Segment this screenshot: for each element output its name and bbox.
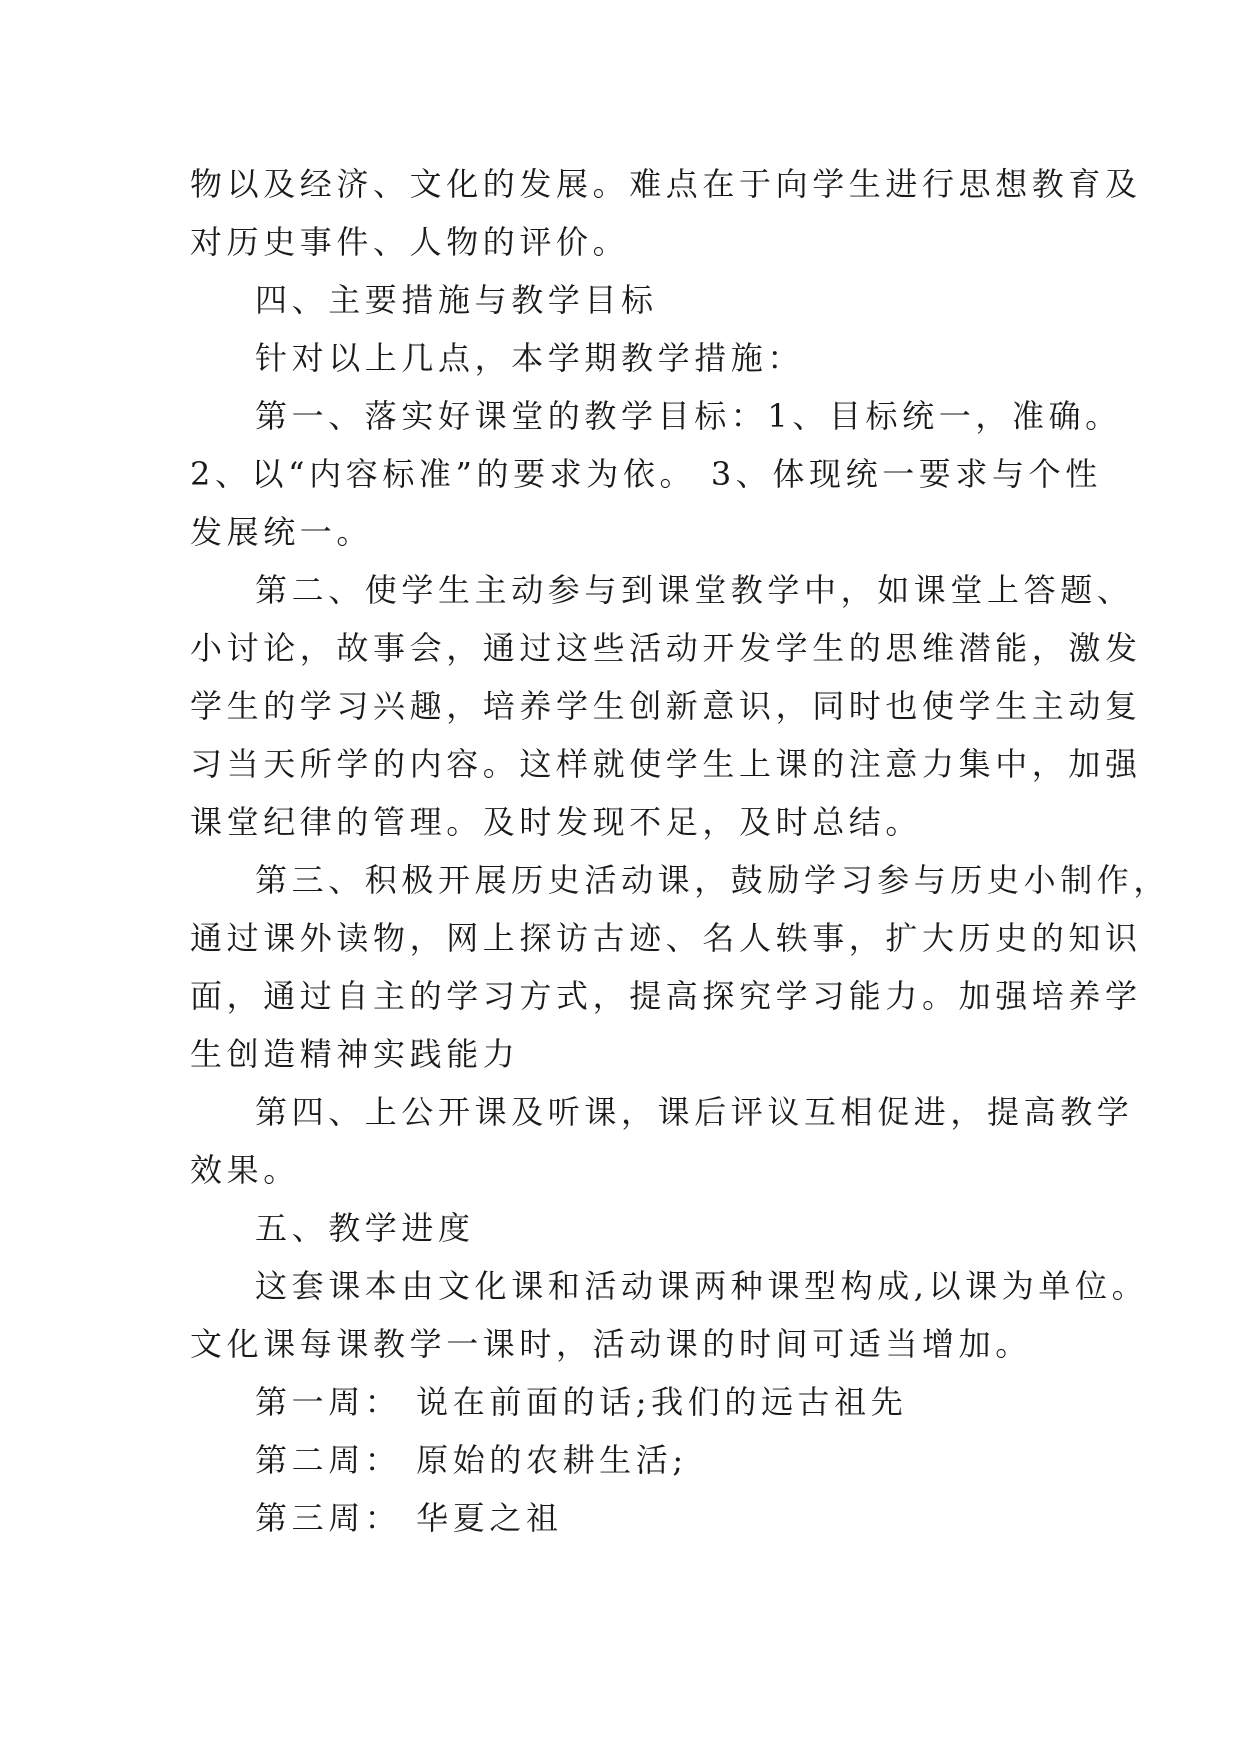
- text-line: 第二、使学生主动参与到课堂教学中，如课堂上答题、: [255, 571, 1134, 609]
- text-line: 对历史事件、人物的评价。: [190, 223, 630, 261]
- text-line: 效果。: [190, 1151, 300, 1189]
- text-line: 生创造精神实践能力: [190, 1035, 520, 1073]
- text-line: 针对以上几点，本学期教学措施：: [255, 339, 805, 377]
- text-line: 课堂纪律的管理。及时发现不足，及时总结。: [190, 803, 923, 841]
- text-line: 小讨论，故事会，通过这些活动开发学生的思维潜能，激发: [190, 629, 1142, 667]
- text-line: 第一、落实好课堂的教学目标：1、目标统一，准确。: [255, 397, 1122, 435]
- schedule-item: 第二周： 原始的农耕生活;: [255, 1441, 688, 1479]
- section-heading: 四、主要措施与教学目标: [255, 281, 658, 319]
- text-line: 这套课本由文化课和活动课两种课型构成,以课为单位。: [255, 1267, 1149, 1305]
- text-line: 2、以“内容标准”的要求为依。 3、体现统一要求与个性: [190, 455, 1102, 493]
- text-line: 面，通过自主的学习方式，提高探究学习能力。加强培养学: [190, 977, 1142, 1015]
- text-line: 发展统一。: [190, 513, 374, 551]
- schedule-item: 第三周： 华夏之祖: [255, 1499, 563, 1537]
- text-line: 文化课每课教学一课时，活动课的时间可适当增加。: [190, 1325, 1032, 1363]
- text-line: 物以及经济、文化的发展。难点在于向学生进行思想教育及: [190, 165, 1142, 203]
- section-heading: 五、教学进度: [255, 1209, 475, 1247]
- text-line: 第四、上公开课及听课，课后评议互相促进，提高教学: [255, 1093, 1134, 1131]
- text-line: 学生的学习兴趣，培养学生创新意识，同时也使学生主动复: [190, 687, 1142, 725]
- text-line: 第三、积极开展历史活动课，鼓励学习参与历史小制作，: [255, 861, 1171, 899]
- text-line: 通过课外读物，网上探访古迹、名人轶事，扩大历史的知识: [190, 919, 1142, 957]
- schedule-item: 第一周： 说在前面的话;我们的远古祖先: [255, 1383, 908, 1421]
- text-line: 习当天所学的内容。这样就使学生上课的注意力集中，加强: [190, 745, 1142, 783]
